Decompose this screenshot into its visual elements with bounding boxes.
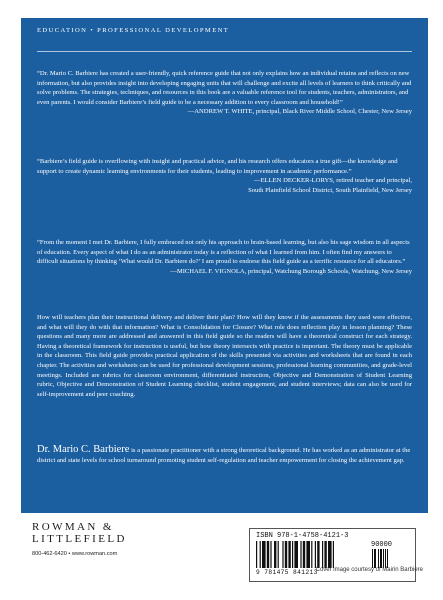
endorsement-quote-1	[37, 69, 412, 117]
category-label: EDUCATION • PROFESSIONAL DEVELOPMENT	[37, 27, 230, 34]
author-name: Dr. Mario C. Barbiere	[37, 444, 130, 455]
barcode-bar	[328, 541, 332, 568]
barcode-bar	[372, 549, 373, 568]
barcode-bar	[288, 541, 290, 568]
quote-attribution: —MICHAEL F. VIGNOLA, principal, Watchung Borough Schools, Watchung, New Jersey	[170, 267, 412, 275]
quote-attribution: —ELLEN DECKER-LORYS, retired teacher and principal,	[253, 177, 412, 185]
barcode-bar	[380, 549, 382, 568]
barcode-bar	[378, 549, 379, 568]
publisher-logo	[32, 521, 127, 545]
divider-rule	[37, 51, 412, 52]
barcode-bars	[256, 541, 406, 569]
endorsement-quote-3	[37, 238, 412, 276]
barcode-bar	[374, 549, 376, 568]
price-code: 90000	[371, 541, 393, 549]
barcode-number: 9 781475 841213	[256, 569, 318, 576]
isbn-text: ISBN 978-1-4758-4121-3	[256, 532, 349, 540]
barcode-bar	[387, 549, 388, 568]
publisher-contact: 800-462-6420 • www.rowman.com	[32, 551, 118, 557]
endorsement-quote-2	[37, 157, 412, 195]
barcode-bar	[282, 541, 283, 568]
barcode-bar	[294, 541, 298, 568]
book-description: How will teachers plan their instructional delivery and deliver their plan? How will they know if the assessments they used were effective, and what will they do with that information? What is Consolidation for Closure? What role does reflection play in lesson planning? These questions and many more are addressed and answered in this field guide so the readers will have a theoretical construct for each strategy. Having a theoretical framework for instruction is useful, but how theory intersects with practice is important. The theory must be applicable in the classroom. This field guide provides practical application of the skills presented via activities and worksheets that are found in each chapter. The activities and worksheets can be used for professional development sessions, professional learning communities, and grade-level meetings. Included are rubrics for classroom environment, differentiated instruction, Objective and Demonstration of Student Learning rubric, Objective and Demonstration of Student Learning checklist, student engagement, and student interviews; data can also be used for self-improvement and peer coaching.	[37, 314, 412, 398]
quote-text: “From the moment I met Dr. Barbiere, I fully embraced not only his approach to brain-based learning, but also his sage wisdom in all aspects of education. Every aspect of what I do as an administrator today is a reflection of what I learned from him. I often find my answers to difficult situations by thinking ‘What would Dr. Barbiere do?’ I am proud to endorse this field guide as a terrific resource for all educators.”	[37, 239, 410, 266]
barcode-bar	[274, 541, 276, 568]
barcode-bar	[311, 541, 312, 568]
barcode-bar	[256, 541, 257, 568]
barcode-bar	[278, 541, 279, 568]
quote-text: “Dr. Mario C. Barbiere has created a user-friendly, quick reference guide that not only explains how an individual retains and reflects on new information, but also provides insight into developing engaging units that will challenge and excite all levels of learners to think critically and solve problems. The strategies, techniques, and resources in this book are a valuable reference tool for students, teachers, administrators, and even parents. I would consider Barbiere’s field guide to be a necessary addition to every classroom and household!”	[37, 70, 412, 106]
barcode-bar	[306, 541, 310, 568]
barcode-bar	[285, 541, 287, 568]
logo-line-1: ROWMAN &	[32, 521, 114, 533]
barcode-bar	[333, 541, 334, 568]
quote-attribution: —ANDREW T. WHITE, principal, Black River Middle School, Chester, New Jersey	[187, 108, 412, 116]
logo-line-2: LITTLEFIELD	[32, 533, 127, 545]
barcode-bar	[303, 541, 305, 568]
barcode-bar	[383, 549, 384, 568]
author-bio	[37, 445, 412, 465]
barcode-bar	[267, 541, 269, 568]
barcode-bar	[300, 541, 301, 568]
isbn-barcode	[249, 528, 416, 582]
barcode-bar	[292, 541, 293, 568]
quote-text: “Barbiere’s field guide is overflowing with insight and practical advice, and his research offers educators a true gift—the knowledge and support to create dynamic learning environments for their students, leading to improvement in academic performance.”	[37, 158, 398, 175]
quote-attribution-line-2: South Plainfield School District, South Plainfield, New Jersey	[248, 186, 412, 194]
barcode-bar	[322, 541, 323, 568]
barcode-bar	[317, 541, 319, 568]
cover-image-credit: Cover image courtesy of Mairin Barbiere	[315, 567, 423, 573]
barcode-bar	[315, 541, 316, 568]
barcode-bar	[324, 541, 326, 568]
barcode-bar	[262, 541, 266, 568]
barcode-bar	[270, 541, 271, 568]
author-bio-text: is a passionate practitioner with a strong theoretical background. He has worked as an administrator at the district and state levels for school turnaround promoting student self-regulation and teacher empowerment for closing the achievement gap.	[37, 447, 411, 464]
barcode-bar	[385, 549, 386, 568]
barcode-bar	[260, 541, 261, 568]
